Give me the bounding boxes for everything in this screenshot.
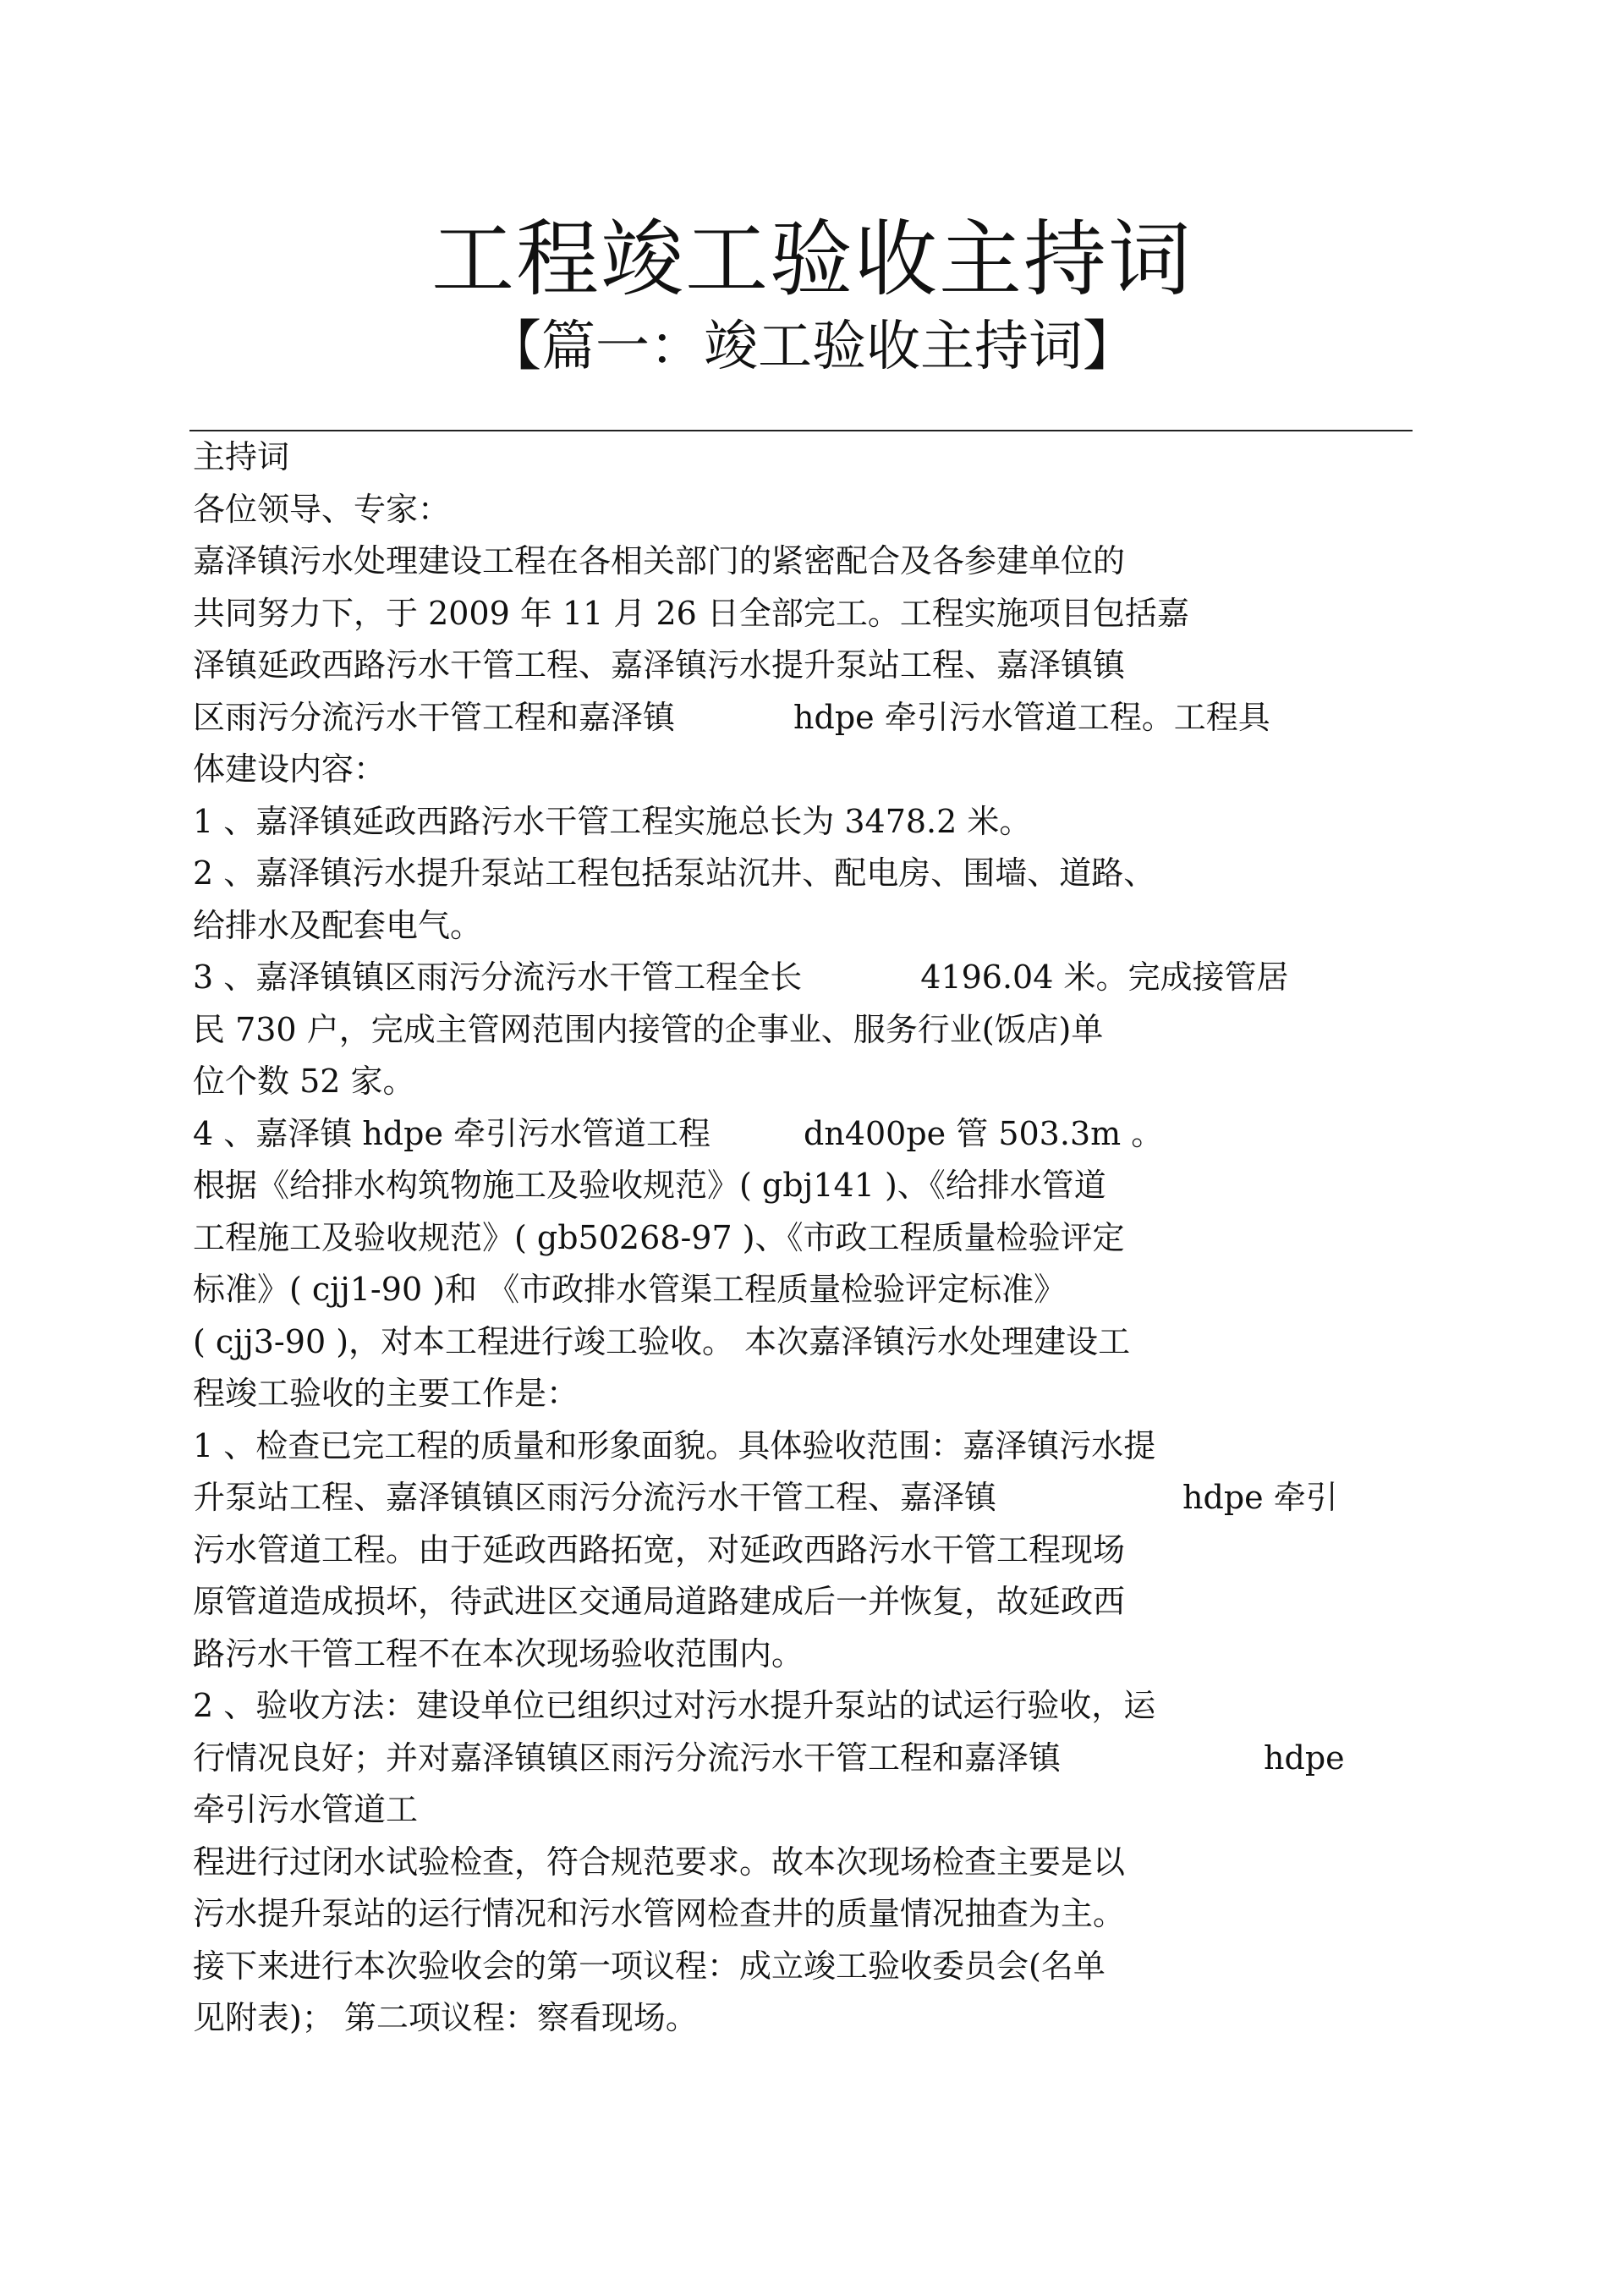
text-line: 2 、验收方法：建设单位已组织过对污水提升泵站的试运行验收，运: [193, 1687, 1156, 1724]
text-line: 泽镇延政西路污水干管工程、嘉泽镇污水提升泵站工程、嘉泽镇镇: [193, 646, 1126, 684]
text-line: 民 730 户，完成主管网范围内接管的企事业、服务行业(饭店)单: [193, 1010, 1104, 1048]
text-line: 1 、嘉泽镇延政西路污水干管工程实施总长为 3478.2 米。: [193, 802, 1032, 840]
text-line: 共同努力下，于 2009 年 11 月 26 日全部完工。工程实施项目包括嘉: [193, 594, 1189, 632]
text-line: 各位领导、专家：: [193, 490, 451, 528]
text-line: 见附表)； 第二项议程：察看现场。: [193, 1999, 698, 2036]
text-line: 牵引污水管道工: [193, 1791, 419, 1828]
text-line: 1 、检查已完工程的质量和形象面貌。具体验收范围：嘉泽镇污水提: [193, 1426, 1156, 1464]
text-line: ( cjj3-90 )，对本工程进行竣工验收。 本次嘉泽镇污水处理建设工: [193, 1322, 1131, 1360]
text-line: 接下来进行本次验收会的第一项议程：成立竣工验收委员会(名单: [193, 1947, 1106, 1985]
text-line: 程竣工验收的主要工作是：: [193, 1375, 579, 1412]
text-line: 污水提升泵站的运行情况和污水管网检查井的质量情况抽查为主。: [193, 1895, 1126, 1932]
text-line: 行情况良好；并对嘉泽镇镇区雨污分流污水干管工程和嘉泽镇 hdpe: [193, 1738, 1345, 1777]
text-line: 嘉泽镇污水处理建设工程在各相关部门的紧密配合及各参建单位的: [193, 542, 1126, 579]
text-line: 工程施工及验收规范》( gb50268-97 )、《市政工程质量检验评定: [193, 1218, 1125, 1256]
text-line: 污水管道工程。由于延政西路拓宽，对延政西路污水干管工程现场: [193, 1530, 1126, 1568]
text-line: 给排水及配套电气。: [193, 906, 483, 944]
text-line: 3 、嘉泽镇镇区雨污分流污水干管工程全长 4196.04 米。完成接管居: [193, 958, 1289, 996]
document-body: [193, 431, 1428, 2045]
document-title: 工程竣工验收主持词: [431, 211, 1193, 308]
text-line: 体建设内容：: [193, 750, 387, 788]
text-line: 升泵站工程、嘉泽镇镇区雨污分流污水干管工程、嘉泽镇 hdpe 牵引: [193, 1479, 1338, 1516]
text-line: 路污水干管工程不在本次现场验收范围内。: [193, 1634, 804, 1673]
text-line: 区雨污分流污水干管工程和嘉泽镇 hdpe 牵引污水管道工程。工程具: [193, 698, 1270, 736]
text-line: 2 、嘉泽镇污水提升泵站工程包括泵站沉井、配电房、围墙、道路、: [193, 854, 1156, 892]
text-line: 程进行过闭水试验检查，符合规范要求。故本次现场检查主要是以: [193, 1843, 1126, 1881]
text-line: 根据《给排水构筑物施工及验收规范》( gbj141 )、《给排水管道: [193, 1167, 1106, 1204]
document-subtitle: 【篇一：竣工验收主持词】: [487, 316, 1137, 378]
text-line: 主持词: [193, 438, 290, 475]
text-line: 4 、嘉泽镇 hdpe 牵引污水管道工程 dn400pe 管 503.3m 。: [193, 1114, 1164, 1152]
text-line: 原管道造成损坏，待武进区交通局道路建成后一并恢复，故延政西: [193, 1583, 1126, 1620]
text-line: 标准》( cjj1-90 )和 《市政排水管渠工程质量检验评定标准》: [193, 1271, 1067, 1308]
text-line: 位个数 52 家。: [193, 1063, 415, 1100]
